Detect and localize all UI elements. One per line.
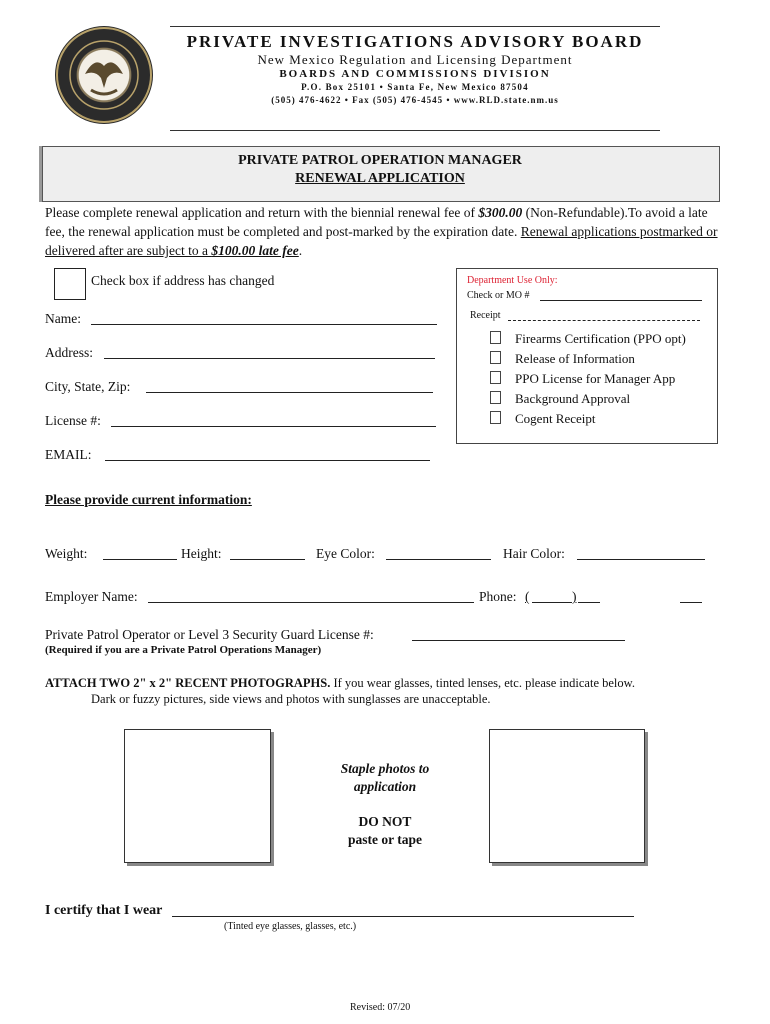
form-subtitle: RENEWAL APPLICATION [295, 171, 465, 186]
license-field[interactable] [111, 412, 436, 427]
revised-date: Revised: 07/20 [350, 1002, 411, 1013]
seal-eagle-icon [55, 26, 153, 124]
checkbox-icon [490, 391, 501, 404]
receipt-label: Receipt [470, 310, 501, 321]
current-info-heading: Please provide current information: [45, 492, 252, 507]
mailing-address: P.O. Box 25101 • Santa Fe, New Mexico 87504 [301, 82, 529, 92]
phone-number-field[interactable] [680, 588, 702, 603]
employer-label: Employer Name: [45, 589, 138, 604]
do-not-instruction-2: paste or tape [348, 832, 422, 847]
do-not-instruction-1: DO NOT [358, 814, 412, 829]
contact-info: (505) 476-4622 • Fax (505) 476-4545 • www.RLD.state.nm.us [271, 95, 559, 105]
dept-item-cogent[interactable]: Cogent Receipt [490, 411, 596, 427]
receipt-field[interactable] [508, 308, 700, 321]
employer-field[interactable] [148, 588, 474, 603]
department-use-title: Department Use Only: [467, 275, 558, 286]
checkbox-icon [490, 411, 501, 424]
city-state-zip-label: City, State, Zip: [45, 379, 131, 394]
email-field[interactable] [105, 446, 430, 461]
check-mo-label: Check or MO # [467, 290, 530, 301]
photo-instructions: ATTACH TWO 2" x 2" RECENT PHOTOGRAPHS. If you wear glasses, tinted lenses, etc. please indicate below. [45, 676, 635, 690]
photo-requirements: Dark or fuzzy pictures, side views and photos with sunglasses are unacceptable. [91, 692, 491, 706]
weight-field[interactable] [103, 545, 177, 560]
address-changed-label: Check box if address has changed [91, 273, 275, 288]
phone-area-close: ) [572, 589, 577, 604]
staple-instruction-2: application [353, 779, 417, 794]
phone-area-field[interactable] [532, 588, 572, 603]
eye-color-field[interactable] [386, 545, 491, 560]
form-title: PRIVATE PATROL OPERATION MANAGER [238, 153, 522, 168]
ppo-license-field[interactable] [412, 626, 625, 641]
header-bottom-rule [170, 130, 660, 131]
renewal-fee: $300.00 [478, 205, 523, 220]
header-top-rule [170, 26, 660, 27]
dept-item-firearms[interactable]: Firearms Certification (PPO opt) [490, 331, 686, 347]
photo-box-right [489, 729, 645, 863]
board-name: PRIVATE INVESTIGATIONS ADVISORY BOARD [186, 32, 644, 51]
email-label: EMAIL: [45, 447, 92, 462]
city-state-zip-field[interactable] [146, 378, 433, 393]
certify-hint: (Tinted eye glasses, glasses, etc.) [224, 921, 357, 932]
eye-color-label: Eye Color: [316, 546, 375, 561]
phone-prefix-field[interactable] [578, 588, 600, 603]
checkbox-icon [490, 371, 501, 384]
height-field[interactable] [230, 545, 305, 560]
ppo-license-label: Private Patrol Operator or Level 3 Security Guard License #: [45, 627, 374, 642]
photo-box-left [124, 729, 271, 863]
license-label: License #: [45, 413, 101, 428]
late-fee: $100.00 late fee [211, 243, 299, 258]
division-name: BOARDS AND COMMISSIONS DIVISION [279, 68, 551, 80]
check-mo-field[interactable] [540, 288, 702, 301]
checkbox-icon [490, 351, 501, 364]
certify-label: I certify that I wear [45, 903, 163, 918]
department-name: New Mexico Regulation and Licensing Department [257, 52, 573, 67]
address-changed-checkbox[interactable] [54, 268, 86, 300]
required-note: (Required if you are a Private Patrol Operations Manager) [45, 644, 322, 656]
weight-label: Weight: [45, 546, 88, 561]
height-label: Height: [181, 546, 222, 561]
hair-color-label: Hair Color: [503, 546, 565, 561]
dept-item-ppo-license[interactable]: PPO License for Manager App [490, 371, 675, 387]
phone-label: Phone: [479, 589, 517, 604]
hair-color-field[interactable] [577, 545, 705, 560]
instructions-paragraph: Please complete renewal application and return with the biennial renewal fee of $300.00 (Non-Refundable).To avoid a late fee, the renewal application must be completed and post-marked by the expiration date. Renewal applications postmarked or delivered after are subject to a $100.00 late fee. [45, 205, 718, 258]
name-label: Name: [45, 311, 81, 326]
address-field[interactable] [104, 344, 435, 359]
dept-item-release[interactable]: Release of Information [490, 351, 635, 367]
phone-area-open: ( [525, 589, 530, 604]
staple-instruction-1: Staple photos to [340, 761, 430, 776]
certify-field[interactable] [172, 902, 634, 917]
address-label: Address: [45, 345, 93, 360]
dept-item-background[interactable]: Background Approval [490, 391, 630, 407]
name-field[interactable] [91, 310, 437, 325]
state-seal-logo [55, 26, 153, 124]
checkbox-icon [490, 331, 501, 344]
